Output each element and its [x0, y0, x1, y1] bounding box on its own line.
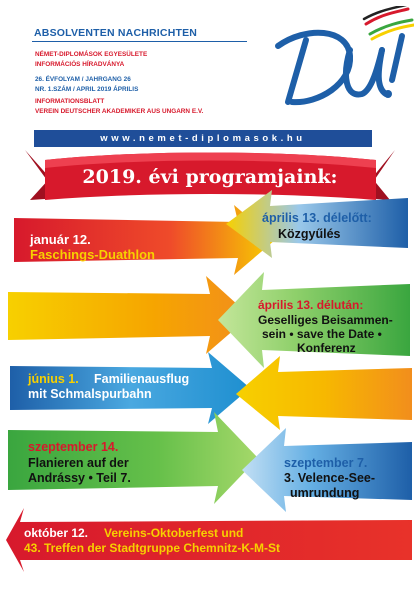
event-jan-date: január 12.: [30, 232, 91, 247]
event-apr-afternoon-date: április 13. délután:: [258, 298, 364, 312]
program-title: 2019. évi programjaink:: [82, 166, 338, 188]
event-sep14-line2: Andrássy • Teil 7.: [28, 471, 131, 485]
event-oct-line1: Vereins-Oktoberfest und: [104, 526, 244, 540]
event-oct-date: október 12.: [24, 526, 89, 540]
event-sep7-line2: umrundung: [290, 486, 360, 500]
meta-line-6: VEREIN DEUTSCHER AKADEMIKER AUS UNGARN E.V.: [35, 108, 204, 115]
event-apr-morning-text: Közgyűlés: [278, 227, 341, 241]
event-jun-line2: mit Schmalspurbahn: [28, 387, 152, 401]
event-jun-date: június 1.: [28, 372, 79, 386]
header-divider: [32, 41, 247, 42]
event-sep7-line1: 3. Velence-See-: [284, 471, 376, 485]
masthead-title: ABSOLVENTEN NACHRICHTEN: [34, 27, 198, 39]
event-sep14-line1: Flanieren auf der: [28, 456, 129, 470]
meta-line-4: NR. 1.SZÁM / APRIL 2019 ÁPRILIS: [35, 86, 139, 93]
arrow-orange: [236, 356, 412, 430]
du-logo: [266, 6, 414, 128]
event-apr-afternoon-line2: sein • save the Date •: [262, 327, 382, 341]
event-sep14-date: szeptember 14.: [28, 440, 119, 454]
meta-line-5: INFORMATIONSBLATT: [35, 98, 105, 105]
event-sep7-date: szeptember 7.: [284, 456, 368, 470]
event-jun-text: Familienausflug: [94, 372, 190, 386]
event-apr-afternoon-line1: Geselliges Beisammen-: [258, 313, 393, 327]
meta-line-2: INFORMÁCIÓS HÍRADVÁNYA: [35, 61, 125, 68]
event-jan-text: Faschings-Duathlon: [30, 247, 155, 262]
event-oct-line2: 43. Treffen der Stadtgruppe Chemnitz-K-M-St: [24, 541, 281, 555]
website-url[interactable]: www.nemet-diplomasok.hu: [34, 130, 372, 147]
event-apr-afternoon-line3: Konferenz: [297, 341, 356, 355]
arrow-yellow: [8, 276, 250, 354]
event-apr-morning-date: április 13. délelőtt:: [262, 211, 372, 225]
meta-line-1: NÉMET-DIPLOMÁSOK EGYESÜLETE: [35, 51, 148, 58]
meta-line-3: 26. ÉVFOLYAM / JAHRGANG 26: [35, 76, 131, 83]
